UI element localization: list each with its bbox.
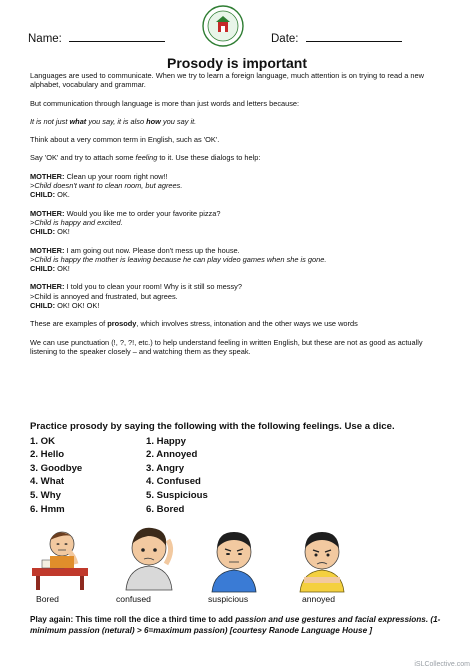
date-field (271, 30, 402, 45)
date-label: Date: (271, 33, 299, 45)
feeling-item: 5. Suspicious (146, 489, 208, 501)
intro-paragraph-2: But communication through language is more than just words and letters because: (30, 98, 300, 108)
date-blank-line (306, 30, 402, 42)
bored-child-illustration (28, 520, 92, 592)
feeling-item: 1. Happy (146, 435, 186, 447)
phrase-item: 3. Goodbye (30, 462, 83, 474)
key-sentence: It is not just what you say, it is also how you say it. (30, 116, 197, 126)
feeling-item: 3. Angry (146, 462, 185, 474)
name-field (28, 30, 165, 45)
practice-title: Practice prosody by saying the following with the following feelings. Use a dice. (30, 421, 395, 432)
dialog-1: MOTHER: Clean up your room right now!! >Child doesn't want to clean room, but agrees. CHILD: OK. (30, 171, 183, 200)
caption-suspicious: suspicious (208, 594, 249, 604)
dialog-3: MOTHER: I am going out now. Please don't mess up the house. >Child is happy the mother is leaving because he can play video games when she is gone. CHILD: OK! (30, 245, 327, 274)
feelings-illustrations (0, 518, 474, 602)
worksheet-body (30, 71, 450, 365)
confused-child-illustration (118, 520, 180, 594)
suspicious-child-illustration (206, 522, 262, 594)
name-blank-line (69, 30, 165, 42)
name-label: Name: (28, 33, 62, 45)
prosody-paragraph: These are examples of prosody, which involves stress, intonation and the other ways we use words (30, 319, 358, 329)
punctuation-paragraph: We can use punctuation (!, ?, ?!, etc.) to help understand feeling in written English, but these are not as good as actually listening to the speaker closely – and watching them as they speak. (30, 337, 423, 356)
intro-paragraph: Languages are used to communicate. When we try to learn a foreign language, much attention is on trying to read a new alphabet, vocabulary and grammar. (30, 71, 424, 90)
phrase-item: 6. Hmm (30, 503, 65, 515)
caption-bored: Bored (36, 594, 59, 604)
phrase-item: 2. Hello (30, 449, 65, 461)
watermark-footer: iSLCollective.com (414, 661, 470, 668)
feeling-item: 2. Annoyed (146, 449, 198, 461)
feeling-item: 6. Bored (146, 503, 185, 515)
think-paragraph: Think about a very common term in English, such as 'OK'. (30, 135, 220, 145)
phrase-item: 5. Why (30, 489, 61, 501)
feeling-item: 4. Confused (146, 476, 201, 488)
practice-section (30, 420, 460, 516)
dialog-2: MOTHER: Would you like me to order your favorite pizza? >Child is happy and excited. CHILD: OK! (30, 208, 221, 237)
phrase-item: 4. What (30, 476, 65, 488)
page-title: Prosody is important (166, 55, 308, 71)
annoyed-child-illustration (294, 522, 350, 594)
play-again-instructions: Play again: This time roll the dice a third time to add passion and use gestures and facial expressions. (1- minimum passion (netural) > 6=maximum passion) [courtesy Ranode Language House ] (30, 615, 441, 635)
dialog-4: MOTHER: I told you to clean your room! Why is it still so messy? >Child is annoyed and frustrated, but agrees. CHILD: OK! OK! OK! (30, 282, 242, 311)
phrase-item: 1. OK (30, 435, 56, 447)
school-logo (201, 4, 245, 48)
caption-confused: confused (116, 594, 151, 604)
instruction-paragraph: Say 'OK' and try to attach some feeling to it. Use these dialogs to help: (30, 153, 261, 163)
caption-annoyed: annoyed (302, 594, 335, 604)
